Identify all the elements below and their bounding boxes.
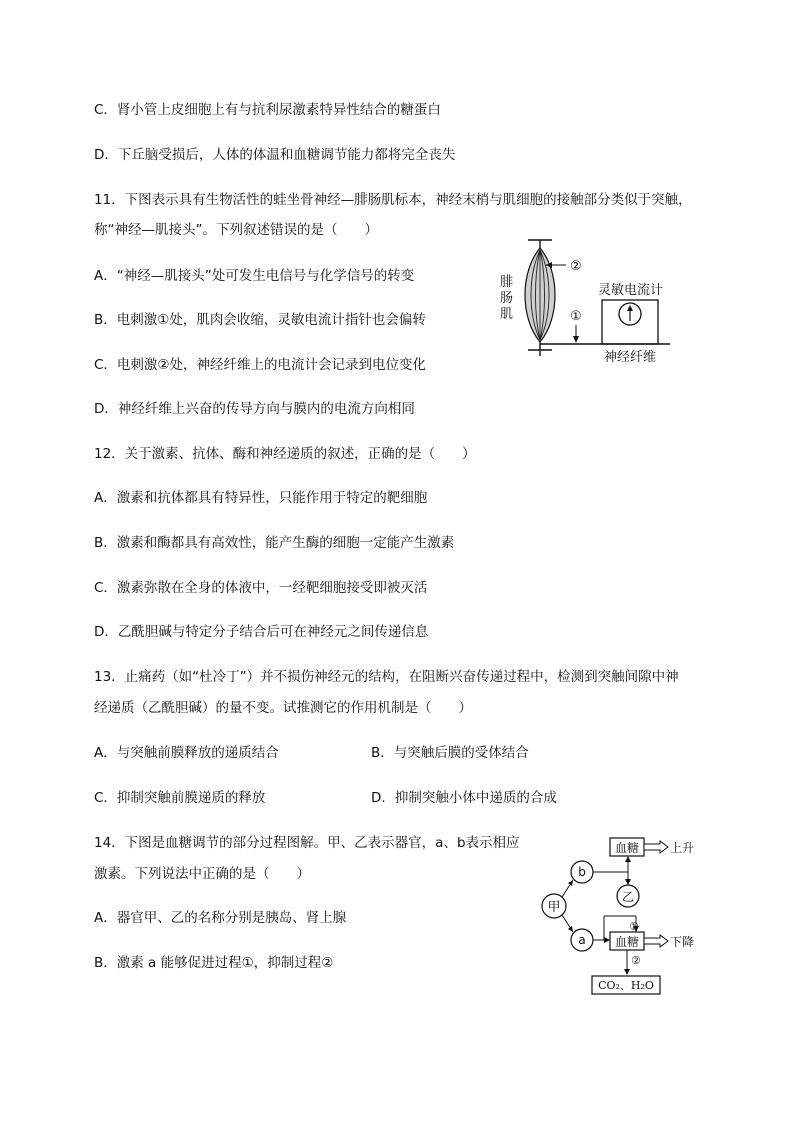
- q11-option-d: D．神经纤维上兴奋的传导方向与膜内的电流方向相同: [94, 401, 415, 417]
- point-1-label: ①: [570, 309, 582, 324]
- q11-option-a: A．“神经—肌接头”处可发生电信号与化学信号的转变: [94, 268, 415, 284]
- hormone-b-label: b: [578, 865, 586, 879]
- muscle-label-1: 腓: [500, 275, 514, 290]
- q10-option-c: C．肾小管上皮细胞上有与抗利尿激素特异性结合的糖蛋白: [94, 102, 441, 118]
- fall-label: 下降: [670, 935, 695, 949]
- glucose-top-label: 血糖: [614, 841, 640, 855]
- q11-stem-line2: 称“神经—肌接头”。下列叙述错误的是（ ）: [94, 222, 378, 238]
- q12-option-c: C．激素弥散在全身的体液中，一经靶细胞接受即被灭活: [94, 580, 428, 596]
- q13-option-d: D．抑制突触小体中递质的合成: [371, 790, 557, 806]
- nerve-fiber-label: 神经纤维: [604, 350, 657, 365]
- glucose-regulation-figure: [536, 834, 716, 998]
- galvanometer-label: 灵敏电流计: [598, 283, 664, 298]
- q11-option-c: C．电刺激②处，神经纤维上的电流计会记录到电位变化: [94, 357, 427, 373]
- rise-label: 上升: [670, 841, 695, 855]
- organ-jia-label: 甲: [547, 900, 561, 915]
- point-2-label: ②: [570, 259, 582, 274]
- q14-option-b: B．激素 a 能够促进过程①，抑制过程②: [94, 955, 334, 971]
- q14-stem-line1: 14．下图是血糖调节的部分过程图解。甲、乙表示器官，a、b表示相应: [94, 835, 520, 851]
- q12-option-a: A．激素和抗体都具有特异性，只能作用于特定的靶细胞: [94, 490, 428, 506]
- q13-option-c: C．抑制突触前膜递质的释放: [94, 790, 266, 806]
- q13-stem-line1: 13．止痛药（如“杜冷丁”）并不损伤神经元的结构，在阻断兴奋传递过程中，检测到突触间隙中神: [94, 669, 679, 685]
- process-2-label: ②: [631, 954, 641, 967]
- glucose-bottom-label: 血糖: [614, 935, 640, 949]
- nerve-muscle-figure: [490, 232, 690, 372]
- q12-option-b: B．激素和酶都具有高效性，能产生酶的细胞一定能产生激素: [94, 535, 455, 551]
- q11-stem-line1: 11．下图表示具有生物活性的蛙坐骨神经—腓肠肌标本，神经末梢与肌细胞的接触部分类似于突触，: [94, 192, 692, 208]
- q13-option-a: A．与突触前膜释放的递质结合: [94, 745, 279, 761]
- q14-stem-line2: 激素。下列说法中正确的是（ ）: [94, 866, 310, 882]
- hormone-a-label: a: [578, 933, 586, 947]
- q12-option-d: D．乙酰胆碱与特定分子结合后可在神经元之间传递信息: [94, 624, 429, 640]
- q11-option-b: B．电刺激①处，肌肉会收缩，灵敏电流计指针也会偏转: [94, 312, 426, 328]
- process-1-label: ①: [629, 920, 639, 933]
- q14-option-a: A．器官甲、乙的名称分别是胰岛、肾上腺: [94, 910, 347, 926]
- q10-option-d: D．下丘脑受损后，人体的体温和血糖调节能力都将完全丧失: [94, 147, 456, 163]
- muscle-label-2: 肠: [500, 291, 514, 306]
- q13-option-b: B．与突触后膜的受体结合: [371, 745, 529, 761]
- q13-stem-line2: 经递质（乙酰胆碱）的量不变。试推测它的作用机制是（ ）: [94, 700, 472, 716]
- organ-yi-label: 乙: [621, 890, 635, 904]
- products-label: CO₂、H₂O: [598, 979, 654, 992]
- q12-stem: 12．关于激素、抗体、酶和神经递质的叙述，正确的是（ ）: [94, 446, 476, 462]
- muscle-label-3: 肌: [500, 307, 514, 322]
